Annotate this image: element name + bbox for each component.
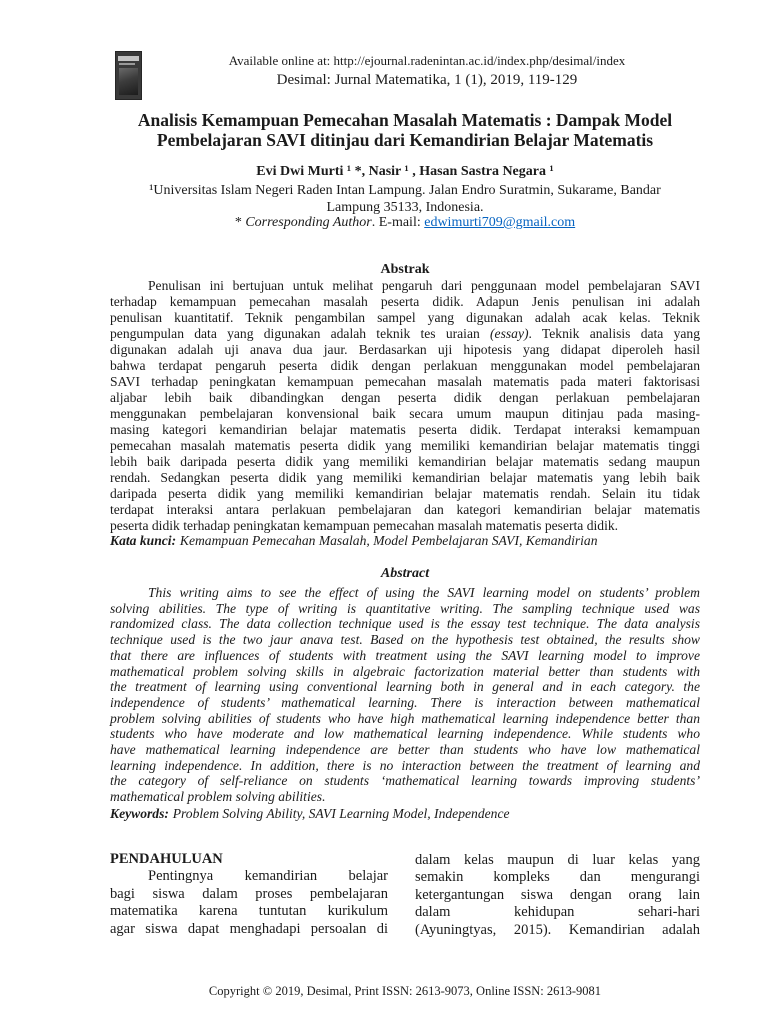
abstract-line: mathematical problem solving skills in algebraic factorization material better than students with bbox=[110, 663, 700, 679]
body-line: dalam kelas maupun di luar kelas yang bbox=[415, 852, 700, 868]
body-line: bagi siswa dalam proses pembelajaran bbox=[110, 885, 388, 902]
abstrak-line-text: pengumpulan data yang digunakan adalah teknik tes uraian bbox=[110, 326, 491, 341]
abstrak-line: lebih baik daripada peserta didik yang memiliki kemandirian belajar matematis sedang maupun bbox=[110, 454, 700, 469]
body-right-column bbox=[415, 852, 700, 939]
abstrak-line: digunakan adalah uji anava dua jaur. Berdasarkan uji hipotesis yang didapat diperoleh hasil bbox=[110, 342, 700, 357]
kata-kunci-values: Kemampuan Pemecahan Masalah, Model Pembelajaran SAVI, Kemandirian bbox=[179, 533, 598, 548]
abstract-paragraph bbox=[110, 585, 700, 805]
kata-kunci-label: Kata kunci: bbox=[110, 533, 177, 548]
title-line: Analisis Kemampuan Pemecahan Masalah Matematis : Dampak Model bbox=[137, 110, 673, 130]
abstract-line: learning independence. In addition, there is no interaction between the treatment of learning and bbox=[110, 757, 700, 773]
corresponding-marker: * bbox=[234, 215, 246, 230]
author-list: Evi Dwi Murti ¹ *, Nasir ¹ , Hasan Sastra Negara ¹ bbox=[256, 164, 554, 179]
keywords-values: Problem Solving Ability, SAVI Learning Model, Independence bbox=[172, 806, 510, 821]
keywords-label: Keywords: bbox=[110, 806, 169, 821]
email-label: . E-mail: bbox=[371, 215, 425, 230]
abstrak-line: pemecahan masalah matematis peserta didik yang memiliki kemandirian belajar matematis tinggi bbox=[110, 438, 700, 453]
article-title bbox=[110, 110, 700, 150]
abstrak-line: terhadap kemampuan pemecahan masalah peserta didik. Adapun Jenis penulisan ini adalah bbox=[110, 294, 700, 309]
abstract-line: solving abilities. The type of writing is quantitative writing. The sampling technique used was bbox=[110, 600, 700, 616]
keywords-line bbox=[110, 806, 700, 822]
abstract-line: independence of students’ mathematical learning. There is interaction between mathematical bbox=[110, 694, 700, 710]
abstract-line: students who have moderate and low mathematical learning independence. While students who bbox=[110, 726, 700, 742]
abstrak-line: daripada peserta didik yang memiliki kemandirian belajar matematis rendah. Selain itu tidak bbox=[110, 486, 700, 501]
body-line: matematika karena tuntutan kurikulum bbox=[110, 903, 388, 920]
body-line: ketergantungan siswa dengan orang lain bbox=[415, 886, 700, 903]
abstrak-line bbox=[110, 326, 700, 342]
abstrak-line: menggunakan pembelajaran konvensional baik secara umum maupun ditinjau pada masing- bbox=[110, 406, 700, 421]
email-link[interactable]: edwimurti709@gmail.com bbox=[424, 215, 576, 230]
abstract-heading: Abstract bbox=[380, 566, 430, 581]
abstract-line: mathematical problem solving abilities. bbox=[110, 789, 326, 805]
body-line: dalam kehidupan sehari-hari bbox=[415, 904, 700, 921]
abstract-line: problem solving abilities of students who have high mathematical learning independence better than bbox=[110, 710, 700, 726]
body-line: (Ayuningtyas, 2015). Kemandirian adalah bbox=[415, 921, 700, 938]
body-line: agar siswa dapat menghadapi persoalan di bbox=[110, 920, 388, 937]
abstrak-line: masing kategori kemandirian belajar matematis peserta didik. Terdapat interaksi kemampuan bbox=[110, 422, 700, 437]
corresponding-author-label: Corresponding Author bbox=[245, 215, 372, 230]
affiliation bbox=[110, 182, 700, 216]
abstrak-line: SAVI terhadap peningkatan kemampuan pemecahan masalah matematis pada materi faktorisasi bbox=[110, 374, 700, 389]
abstrak-line: rendah. Sedangkan peserta didik yang memiliki kemandirian belajar matematis yang lebih baik bbox=[110, 470, 700, 485]
abstrak-heading: Abstrak bbox=[380, 262, 430, 277]
kata-kunci-line bbox=[110, 533, 700, 549]
corresponding-author-line bbox=[110, 215, 700, 231]
section-heading-pendahuluan: PENDAHULUAN bbox=[110, 851, 223, 867]
abstract-line: randomized class. The data collection technique used is the essay test technique. The data analysis bbox=[110, 616, 700, 632]
abstrak-line: peserta didik terhadap peningkatan kemampuan pemecahan masalah matematis peserta didik. bbox=[110, 518, 619, 533]
available-online-line: Available online at: http://ejournal.radenintan.ac.id/index.php/desimal/index bbox=[228, 53, 626, 68]
abstrak-line: bahwa terdapat pengaruh peserta didik dengan perlakuan menggunakan model pembelajaran bbox=[110, 358, 700, 373]
body-line: semakin kompleks dan mengurangi bbox=[415, 869, 700, 886]
abstrak-essay-term: (essay) bbox=[490, 326, 529, 341]
abstrak-line: terdapat interaksi antara perlakuan pembelajaran dan kategori kemandirian belajar matematis bbox=[110, 502, 700, 517]
abstrak-line: aljabar lebih baik dibandingkan dengan peserta didik dengan perlakuan pembelajaran bbox=[110, 390, 700, 405]
abstrak-line: penulisan kuantitatif. Teknik pengambilan sampel yang digunakan adalah acak kelas. Teknik bbox=[110, 310, 700, 325]
abstrak-line-text: . Teknik analisis data yang bbox=[528, 326, 700, 341]
abstract-line: technique used is the two jaur anava test. Based on the hypothesis test obtained, the results show bbox=[110, 632, 700, 648]
journal-citation: Desimal: Jurnal Matematika, 1 (1), 2019, 119-129 bbox=[276, 72, 578, 88]
abstract-line: This writing aims to see the effect of using the SAVI learning model on students’ problem bbox=[148, 585, 700, 600]
title-line: Pembelajaran SAVI ditinjau dari Kemandirian Belajar Matematis bbox=[156, 130, 654, 150]
body-left-column bbox=[110, 851, 388, 938]
abstract-line: the category of self-reliance on students ‘mathematical learning towards improving students’ bbox=[110, 773, 700, 789]
abstrak-line: Penulisan ini bertujuan untuk melihat pengaruh dari penggunaan model pembelajaran SAVI bbox=[148, 278, 700, 293]
abstract-line: that there are influences of students with treatment using the SAVI learning model to improve bbox=[110, 647, 700, 663]
abstrak-paragraph bbox=[110, 278, 700, 534]
body-line: Pentingnya kemandirian belajar bbox=[148, 868, 388, 885]
affiliation-line: Lampung 35133, Indonesia. bbox=[326, 199, 484, 215]
abstract-line: have mathematical learning independence are better than students who have low mathematical bbox=[110, 742, 700, 758]
abstract-line: the treatment of learning using conventional learning both in general and in each category. the bbox=[110, 679, 700, 695]
copyright-footer: Copyright © 2019, Desimal, Print ISSN: 2613-9073, Online ISSN: 2613-9081 bbox=[208, 984, 602, 998]
affiliation-line: ¹Universitas Islam Negeri Raden Intan Lampung. Jalan Endro Suratmin, Sukarame, Bandar bbox=[149, 182, 661, 198]
